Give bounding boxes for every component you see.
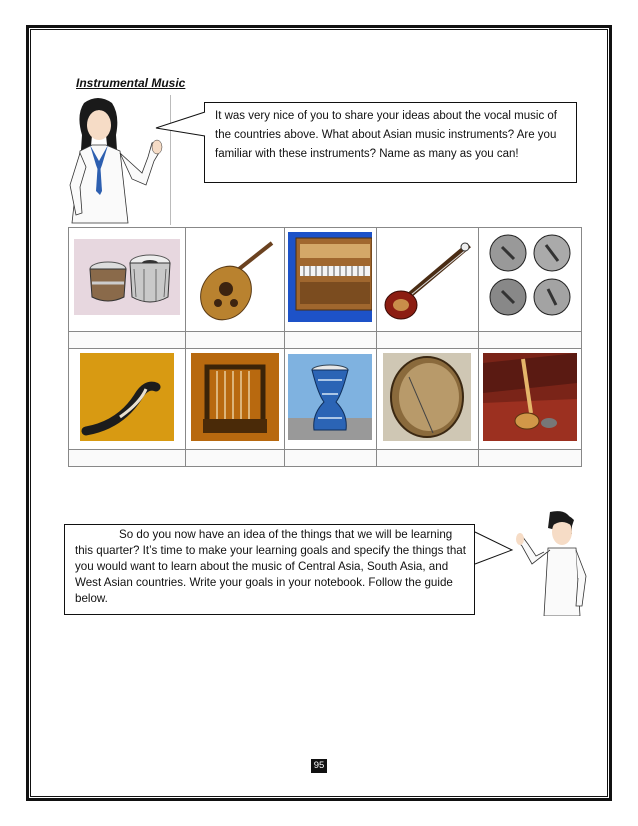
- boy-character-illustration: [512, 506, 592, 616]
- instrument-cell-tanbur: [478, 349, 582, 450]
- label-cell: [284, 450, 377, 467]
- instrument-cell-frame-drum: [377, 349, 478, 450]
- page-number: 95: [311, 759, 327, 773]
- instrument-cell-oud: [185, 228, 284, 332]
- speech-bubble-top-tail: [155, 110, 206, 138]
- instrument-cell-doumbek: [284, 349, 377, 450]
- speech-bubble-bottom-text: So do you now have an idea of the things that we will be learning this quarter? It’s time to make your learning goals and specify the things that you would want to learn about the music of Central Asia, South Asia, and West Asian countries. Write your goals in your notebook. Follow the guide below.: [75, 528, 466, 605]
- label-cell: [284, 332, 377, 349]
- speech-bubble-bottom: [64, 524, 475, 615]
- label-cell: [69, 450, 186, 467]
- instrument-cell-coins: [478, 228, 582, 332]
- label-cell: [478, 332, 582, 349]
- label-cell: [377, 450, 478, 467]
- section-heading: Instrumental Music: [76, 76, 186, 90]
- doumbek-image: [288, 354, 372, 440]
- instrument-cell-lyre: [185, 349, 284, 450]
- ancient-coins-image: [484, 229, 576, 325]
- speech-bubble-top: [204, 102, 577, 183]
- instrument-cell-tabla: [69, 228, 186, 332]
- sitar-image: [381, 229, 473, 325]
- shofar-horn-image: [80, 353, 174, 441]
- lyre-image: [191, 353, 279, 441]
- frame-drum-image: [383, 353, 471, 441]
- label-cell: [377, 332, 478, 349]
- instrument-cell-sitar: [377, 228, 478, 332]
- speech-bubble-top-text: It was very nice of you to share your ideas about the vocal music of the countries above. What about Asian music instruments? Are you familiar with these instruments? Name as many as you can!: [215, 110, 557, 160]
- label-cell: [478, 450, 582, 467]
- instrument-cell-harmonium: [284, 228, 377, 332]
- instrument-cell-shofar: [69, 349, 186, 450]
- tabla-drums-image: [74, 239, 180, 315]
- harmonium-image: [288, 232, 372, 322]
- label-cell: [185, 450, 284, 467]
- tanbur-image: [483, 353, 577, 441]
- label-cell: [69, 332, 186, 349]
- speech-bubble-bottom-tail: [474, 530, 514, 570]
- label-cell: [185, 332, 284, 349]
- oud-image: [190, 229, 280, 325]
- instrument-image-table: [68, 227, 582, 467]
